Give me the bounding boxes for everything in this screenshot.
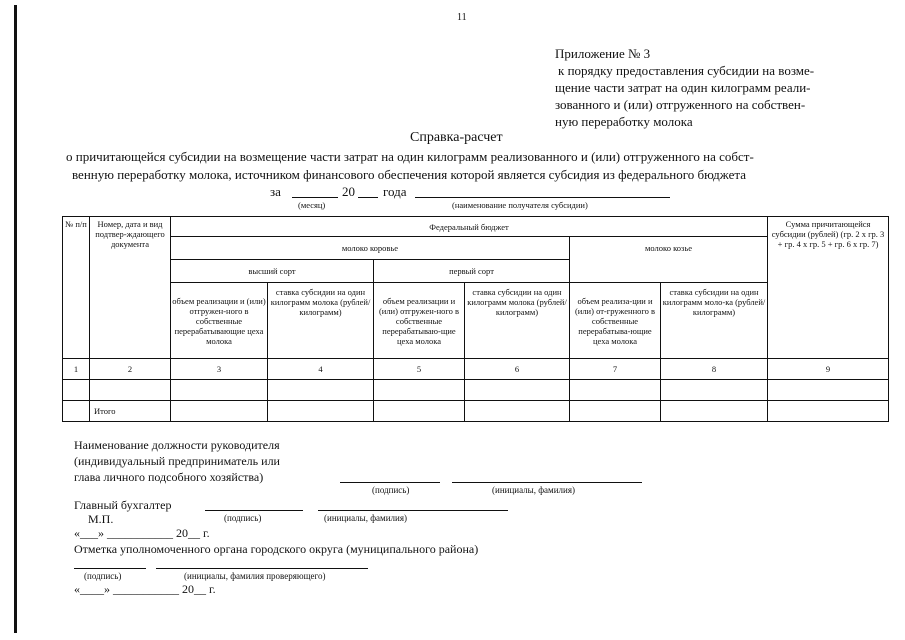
accountant-initials-caption: (инициалы, фамилия) bbox=[324, 513, 407, 523]
header-cow-milk: молоко коровье bbox=[171, 237, 570, 260]
header-volume-first: объем реализации и (или) отгружен-ного в собственные перерабатываю-щие цеха молока bbox=[374, 283, 465, 359]
table-cell[interactable] bbox=[374, 380, 465, 401]
table-cell[interactable] bbox=[768, 401, 889, 422]
column-number: 1 bbox=[63, 359, 90, 380]
table-cell[interactable] bbox=[661, 401, 768, 422]
stamp-place-label: М.П. bbox=[88, 512, 114, 526]
month-caption: (месяц) bbox=[298, 200, 326, 210]
head-label-line-3: глава личного подсобного хозяйства) bbox=[74, 470, 264, 484]
appendix-line-5: ную переработку молока bbox=[555, 114, 693, 129]
year-field-line[interactable] bbox=[358, 197, 378, 198]
authority-mark-label: Отметка уполномоченного органа городского округа (муниципального района) bbox=[74, 542, 479, 556]
chief-accountant-label: Главный бухгалтер bbox=[74, 498, 172, 512]
table-cell[interactable] bbox=[374, 401, 465, 422]
checker-signature-caption: (подпись) bbox=[84, 571, 122, 581]
total-row bbox=[63, 401, 889, 422]
column-number: 4 bbox=[268, 359, 374, 380]
column-number: 7 bbox=[570, 359, 661, 380]
head-label-line-1: Наименование должности руководителя bbox=[74, 438, 280, 452]
column-number: 8 bbox=[661, 359, 768, 380]
appendix-line-4: зованного и (или) отгруженного на собствен- bbox=[555, 97, 806, 112]
subtitle-line-2: венную переработку молока, источником финансового обеспечения которой является субсидия из федерального бюджета bbox=[72, 167, 746, 182]
header-rate-top: ставка субсидии на один килограмм молока (рублей/ килограмм) bbox=[268, 283, 374, 359]
table-cell[interactable] bbox=[768, 380, 889, 401]
checker-initials-line[interactable] bbox=[156, 568, 368, 569]
appendix-heading bbox=[555, 45, 814, 130]
month-field-line[interactable] bbox=[292, 197, 338, 198]
recipient-caption: (наименование получателя субсидии) bbox=[452, 200, 588, 210]
header-rate-first: ставка субсидии на один килограмм молока (рублей/ килограмм) bbox=[465, 283, 570, 359]
total-label: Итого bbox=[90, 401, 171, 422]
header-first-grade: первый сорт bbox=[374, 260, 570, 283]
subtitle-line-1: о причитающейся субсидии на возмещение части затрат на один килограмм реализованного и (или) отгруженного на собст- bbox=[66, 149, 754, 164]
recipient-field-line[interactable] bbox=[415, 197, 670, 198]
checker-initials-caption: (инициалы, фамилия проверяющего) bbox=[184, 571, 326, 581]
header-num: № п/п bbox=[63, 217, 90, 359]
table-cell[interactable] bbox=[465, 401, 570, 422]
column-number: 2 bbox=[90, 359, 171, 380]
head-initials-caption: (инициалы, фамилия) bbox=[492, 485, 575, 495]
head-position-label bbox=[74, 437, 280, 485]
table-cell[interactable] bbox=[63, 401, 90, 422]
header-sum: Сумма причитающейся субсидии (рублей) (гр. 2 х гр. 3 + гр. 4 х гр. 5 + гр. 6 х гр. 7) bbox=[768, 217, 889, 359]
table-cell[interactable] bbox=[661, 380, 768, 401]
binding-edge bbox=[14, 5, 17, 633]
column-number: 5 bbox=[374, 359, 465, 380]
table-cell[interactable] bbox=[570, 380, 661, 401]
column-number: 9 bbox=[768, 359, 889, 380]
table-cell[interactable] bbox=[90, 380, 171, 401]
date-line[interactable]: «___» ___________ 20__ г. bbox=[74, 526, 210, 540]
table-cell[interactable] bbox=[171, 380, 268, 401]
column-number: 6 bbox=[465, 359, 570, 380]
header-goat-milk: молоко козье bbox=[570, 237, 768, 283]
appendix-line-3: щение части затрат на один килограмм реали- bbox=[555, 80, 811, 95]
head-signature-caption: (подпись) bbox=[372, 485, 410, 495]
table-cell[interactable] bbox=[171, 401, 268, 422]
table-cell[interactable] bbox=[268, 380, 374, 401]
accountant-initials-line[interactable] bbox=[318, 510, 508, 511]
year-prefix: 20 bbox=[342, 184, 355, 199]
table-cell[interactable] bbox=[63, 380, 90, 401]
header-doc: Номер, дата и вид подтвер-ждающего документа bbox=[90, 217, 171, 359]
table-cell[interactable] bbox=[268, 401, 374, 422]
checker-signature-line[interactable] bbox=[74, 568, 146, 569]
table-cell[interactable] bbox=[465, 380, 570, 401]
header-top-grade: высший сорт bbox=[171, 260, 374, 283]
accountant-signature-caption: (подпись) bbox=[224, 513, 262, 523]
accountant-signature-line[interactable] bbox=[205, 510, 303, 511]
table-cell[interactable] bbox=[570, 401, 661, 422]
year-word: года bbox=[383, 184, 407, 199]
header-federal-budget: Федеральный бюджет bbox=[171, 217, 768, 237]
header-volume-top: объем реализации и (или) отгружен-ного в собственные перерабатывающие цеха молока bbox=[171, 283, 268, 359]
date-line-2[interactable]: «____» ___________ 20__ г. bbox=[74, 582, 216, 596]
subsidy-table bbox=[62, 216, 889, 422]
appendix-line-2: к порядку предоставления субсидии на возме- bbox=[558, 63, 815, 78]
head-label-line-2: (индивидуальный предприниматель или bbox=[74, 454, 280, 468]
document-title: Справка-расчет bbox=[410, 130, 503, 145]
page-number: 11 bbox=[457, 12, 467, 23]
column-number: 3 bbox=[171, 359, 268, 380]
header-volume-goat: объем реализа-ции и (или) от-груженного в собственные перерабатыва-ющие цеха молока bbox=[570, 283, 661, 359]
period-za: за bbox=[270, 184, 281, 199]
table-row bbox=[63, 380, 889, 401]
header-rate-goat: ставка субсидии на один килограмм моло-ка (рублей/ килограмм) bbox=[661, 283, 768, 359]
head-initials-line[interactable] bbox=[452, 482, 642, 483]
head-signature-line[interactable] bbox=[340, 482, 440, 483]
appendix-line-1: Приложение № 3 bbox=[555, 46, 651, 61]
